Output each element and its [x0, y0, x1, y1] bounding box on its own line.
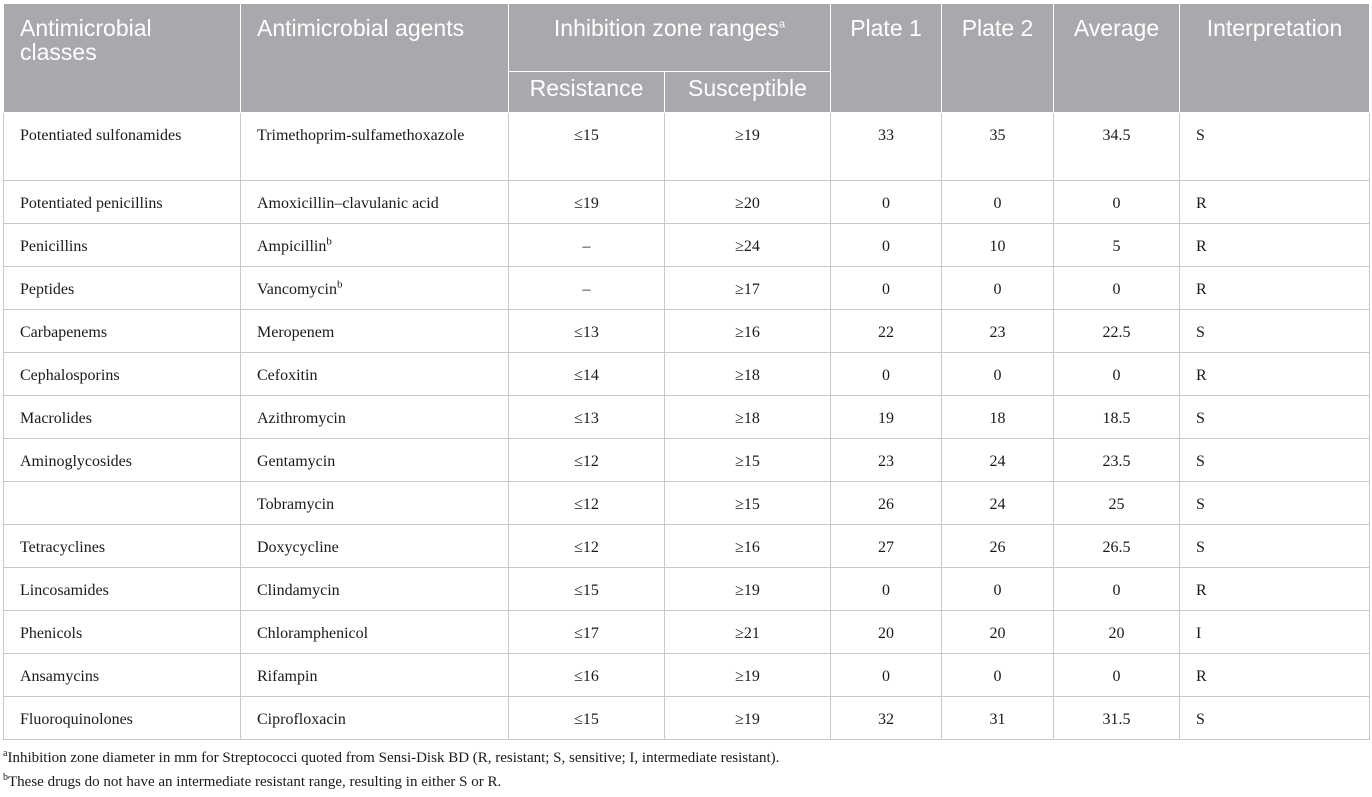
- average-cell: [1054, 396, 1180, 439]
- average-cell: [1054, 697, 1180, 740]
- susceptible-cell-text: ≥18: [735, 410, 760, 427]
- agent-cell: [241, 224, 509, 267]
- resistance-cell: [509, 181, 665, 224]
- susceptible-cell: [665, 654, 831, 697]
- susceptible-cell: [665, 353, 831, 396]
- plate1-cell: [831, 482, 942, 525]
- interpretation-cell: [1180, 482, 1370, 525]
- resistance-cell: [509, 113, 665, 181]
- table-row: [4, 568, 1370, 611]
- footnote-text: Inhibition zone diameter in mm for Streptococci quoted from Sensi-Disk BD (R, resistant; S, sensitive; I, intermediate resistant).: [7, 750, 780, 766]
- average-cell-text: 0: [1112, 367, 1121, 384]
- class-cell: [4, 396, 241, 439]
- susceptible-cell: [665, 482, 831, 525]
- header-resistance: Resistance: [509, 72, 665, 113]
- interpretation-cell: [1180, 611, 1370, 654]
- class-cell-text: Penicillins: [20, 238, 88, 255]
- plate1-cell: [831, 224, 942, 267]
- header-plate1: Plate 1: [831, 4, 942, 113]
- average-cell-text: 0: [1112, 281, 1121, 298]
- resistance-cell-text: ≤15: [574, 127, 599, 144]
- plate1-cell-text: 0: [882, 668, 890, 685]
- average-cell-text: 34.5: [1102, 127, 1131, 144]
- resistance-cell-text: ≤12: [574, 496, 599, 513]
- footnote: [3, 770, 1369, 794]
- susceptible-cell-text: ≥15: [735, 453, 760, 470]
- plate1-cell: [831, 310, 942, 353]
- susceptible-cell: [665, 697, 831, 740]
- table-row: [4, 611, 1370, 654]
- agent-cell: [241, 611, 509, 654]
- plate2-cell: [942, 697, 1054, 740]
- resistance-cell: [509, 396, 665, 439]
- plate2-cell: [942, 525, 1054, 568]
- resistance-cell: [509, 654, 665, 697]
- plate1-cell-text: 23: [878, 453, 894, 470]
- table-row: [4, 482, 1370, 525]
- agent-cell: [241, 181, 509, 224]
- average-cell: [1054, 181, 1180, 224]
- plate1-cell-text: 0: [882, 281, 890, 298]
- interpretation-cell: [1180, 224, 1370, 267]
- footnotes: [3, 746, 1369, 794]
- header-zone-ranges: [509, 4, 831, 72]
- plate2-cell: [942, 654, 1054, 697]
- class-cell-text: Aminoglycosides: [20, 453, 132, 470]
- resistance-cell: [509, 439, 665, 482]
- average-cell: [1054, 224, 1180, 267]
- average-cell-text: 25: [1108, 496, 1125, 513]
- plate2-cell: [942, 224, 1054, 267]
- average-cell: [1054, 525, 1180, 568]
- plate1-cell: [831, 654, 942, 697]
- interpretation-cell-text: R: [1196, 195, 1207, 212]
- plate1-cell: [831, 267, 942, 310]
- interpretation-cell: [1180, 113, 1370, 181]
- table-body: [4, 113, 1370, 740]
- plate1-cell-text: 0: [882, 195, 890, 212]
- susceptible-cell: [665, 310, 831, 353]
- class-cell: [4, 611, 241, 654]
- table-row: [4, 224, 1370, 267]
- header-plate2: Plate 2: [942, 4, 1054, 113]
- average-cell: [1054, 568, 1180, 611]
- agent-cell: [241, 654, 509, 697]
- interpretation-cell-text: R: [1196, 582, 1207, 599]
- agent-cell: [241, 697, 509, 740]
- susceptible-cell-text: ≥19: [735, 668, 760, 685]
- class-cell: [4, 439, 241, 482]
- agent-cell-text: Chloramphenicol: [257, 625, 369, 642]
- interpretation-cell-text: I: [1196, 625, 1202, 642]
- plate1-cell: [831, 568, 942, 611]
- agent-cell: [241, 396, 509, 439]
- agent-cell-text: Meropenem: [257, 324, 335, 341]
- resistance-cell-text: ≤19: [574, 195, 599, 212]
- class-cell: [4, 568, 241, 611]
- plate1-cell: [831, 113, 942, 181]
- agent-cell-text: Azithromycin: [257, 410, 346, 427]
- susceptible-cell-text: ≥18: [735, 367, 760, 384]
- susceptible-cell: [665, 439, 831, 482]
- plate1-cell: [831, 181, 942, 224]
- susceptible-cell-text: ≥24: [735, 238, 760, 255]
- class-cell-text: Fluoroquinolones: [20, 711, 133, 728]
- agent-cell: [241, 439, 509, 482]
- resistance-cell-text: –: [582, 281, 591, 298]
- resistance-cell: [509, 525, 665, 568]
- plate2-cell-text: 10: [989, 238, 1006, 255]
- header-average: Average: [1054, 4, 1180, 113]
- average-cell-text: 22.5: [1102, 324, 1131, 341]
- class-cell: [4, 267, 241, 310]
- interpretation-cell: [1180, 439, 1370, 482]
- average-cell-text: 18.5: [1102, 410, 1131, 427]
- plate2-cell: [942, 267, 1054, 310]
- resistance-cell-text: –: [582, 238, 591, 255]
- plate1-cell-text: 26: [878, 496, 894, 513]
- average-cell: [1054, 353, 1180, 396]
- table-row: [4, 439, 1370, 482]
- plate2-cell-text: 35: [989, 127, 1006, 144]
- interpretation-cell-text: R: [1196, 367, 1207, 384]
- plate1-cell-text: 33: [878, 127, 894, 144]
- plate1-cell: [831, 611, 942, 654]
- susceptible-cell: [665, 224, 831, 267]
- footnote-mark: a: [778, 18, 786, 31]
- plate2-cell: [942, 611, 1054, 654]
- interpretation-cell-text: S: [1196, 453, 1205, 470]
- susceptibility-table: [3, 3, 1370, 740]
- table-row: [4, 697, 1370, 740]
- resistance-cell: [509, 482, 665, 525]
- average-cell-text: 26.5: [1102, 539, 1131, 556]
- interpretation-cell: [1180, 353, 1370, 396]
- agent-cell-text: Ciprofloxacin: [257, 711, 346, 728]
- interpretation-cell-text: R: [1196, 668, 1207, 685]
- plate1-cell: [831, 439, 942, 482]
- average-cell-text: 20: [1108, 625, 1125, 642]
- plate2-cell-text: 0: [993, 367, 1002, 384]
- resistance-cell: [509, 697, 665, 740]
- susceptible-cell-text: ≥17: [735, 281, 760, 298]
- header-interpretation: Interpretation: [1180, 4, 1370, 113]
- plate1-cell-text: 20: [878, 625, 894, 642]
- plate2-cell-text: 0: [993, 668, 1002, 685]
- interpretation-cell: [1180, 396, 1370, 439]
- table-row: [4, 113, 1370, 181]
- resistance-cell-text: ≤12: [574, 453, 599, 470]
- resistance-cell-text: ≤14: [574, 367, 599, 384]
- average-cell-text: 0: [1112, 582, 1121, 599]
- average-cell-text: 0: [1112, 195, 1121, 212]
- resistance-cell: [509, 310, 665, 353]
- susceptible-cell: [665, 611, 831, 654]
- resistance-cell: [509, 611, 665, 654]
- footnote-mark: b: [336, 278, 343, 291]
- class-cell: [4, 353, 241, 396]
- interpretation-cell-text: S: [1196, 711, 1205, 728]
- plate2-cell: [942, 181, 1054, 224]
- table-row: [4, 525, 1370, 568]
- class-cell: [4, 181, 241, 224]
- susceptible-cell-text: ≥15: [735, 496, 760, 513]
- resistance-cell: [509, 224, 665, 267]
- resistance-cell-text: ≤12: [574, 539, 599, 556]
- class-cell-text: Tetracyclines: [20, 539, 106, 556]
- plate1-cell: [831, 525, 942, 568]
- susceptible-cell-text: ≥19: [735, 711, 760, 728]
- average-cell: [1054, 310, 1180, 353]
- average-cell: [1054, 482, 1180, 525]
- plate2-cell-text: 20: [989, 625, 1006, 642]
- plate1-cell-text: 0: [882, 582, 890, 599]
- header-zone-ranges-label: Inhibition zone ranges: [553, 15, 779, 41]
- plate2-cell-text: 18: [989, 410, 1006, 427]
- table-row: [4, 267, 1370, 310]
- interpretation-cell: [1180, 654, 1370, 697]
- interpretation-cell-text: S: [1196, 539, 1205, 556]
- agent-cell-text: Gentamycin: [257, 453, 336, 470]
- resistance-cell-text: ≤15: [574, 582, 599, 599]
- table-row: [4, 396, 1370, 439]
- resistance-cell-text: ≤13: [574, 410, 599, 427]
- interpretation-cell: [1180, 697, 1370, 740]
- plate1-cell: [831, 697, 942, 740]
- susceptible-cell-text: ≥16: [735, 539, 760, 556]
- plate2-cell: [942, 396, 1054, 439]
- plate1-cell-text: 27: [878, 539, 894, 556]
- agent-cell-text: Clindamycin: [257, 582, 340, 599]
- plate2-cell: [942, 568, 1054, 611]
- agent-cell-text: Rifampin: [257, 668, 318, 685]
- plate1-cell-text: 19: [878, 410, 894, 427]
- plate1-cell-text: 0: [882, 367, 890, 384]
- plate1-cell-text: 32: [878, 711, 894, 728]
- average-cell: [1054, 439, 1180, 482]
- interpretation-cell-text: S: [1196, 127, 1205, 144]
- class-cell: [4, 482, 241, 525]
- resistance-cell-text: ≤16: [574, 668, 599, 685]
- susceptible-cell: [665, 568, 831, 611]
- plate2-cell: [942, 353, 1054, 396]
- class-cell-text: Cephalosporins: [20, 367, 120, 384]
- class-cell-text: Potentiated penicillins: [20, 195, 163, 212]
- susceptible-cell-text: ≥16: [735, 324, 760, 341]
- susceptible-cell-text: ≥21: [735, 625, 760, 642]
- resistance-cell: [509, 568, 665, 611]
- average-cell-text: 31.5: [1102, 711, 1131, 728]
- header-agents: Antimicrobial agents: [241, 4, 509, 113]
- table-row: [4, 181, 1370, 224]
- footnote-mark: b: [326, 235, 332, 248]
- interpretation-cell-text: S: [1196, 324, 1205, 341]
- average-cell-text: 23.5: [1102, 453, 1131, 470]
- class-cell: [4, 113, 241, 181]
- class-cell-text: Macrolides: [20, 410, 92, 427]
- average-cell-text: 5: [1112, 238, 1121, 255]
- class-cell: [4, 224, 241, 267]
- average-cell: [1054, 611, 1180, 654]
- susceptible-cell: [665, 396, 831, 439]
- class-cell-text: Carbapenems: [20, 324, 108, 341]
- susceptible-cell: [665, 113, 831, 181]
- class-cell-text: Phenicols: [20, 625, 83, 642]
- class-cell: [4, 697, 241, 740]
- agent-cell-text: Amoxicillin–clavulanic acid: [257, 195, 439, 212]
- interpretation-cell: [1180, 181, 1370, 224]
- plate2-cell-text: 26: [989, 539, 1006, 556]
- agent-cell: [241, 267, 509, 310]
- plate2-cell-text: 0: [993, 281, 1002, 298]
- table-container: [3, 3, 1369, 794]
- agent-cell: [241, 482, 509, 525]
- susceptible-cell: [665, 267, 831, 310]
- class-cell: [4, 525, 241, 568]
- footnote: [3, 746, 1369, 770]
- table-row: [4, 310, 1370, 353]
- table-header: [4, 4, 1370, 113]
- plate2-cell: [942, 482, 1054, 525]
- plate1-cell: [831, 396, 942, 439]
- class-cell-text: Peptides: [20, 281, 75, 298]
- plate2-cell-text: 23: [989, 324, 1006, 341]
- interpretation-cell: [1180, 568, 1370, 611]
- agent-cell: [241, 310, 509, 353]
- agent-cell: [241, 525, 509, 568]
- agent-cell: [241, 353, 509, 396]
- agent-cell-text: Doxycycline: [257, 539, 339, 556]
- susceptible-cell-text: ≥19: [735, 127, 760, 144]
- plate2-cell: [942, 310, 1054, 353]
- plate1-cell-text: 22: [878, 324, 894, 341]
- plate2-cell: [942, 113, 1054, 181]
- plate1-cell-text: 0: [882, 238, 890, 255]
- interpretation-cell-text: S: [1196, 496, 1205, 513]
- class-cell: [4, 654, 241, 697]
- plate1-cell: [831, 353, 942, 396]
- table-row: [4, 654, 1370, 697]
- interpretation-cell-text: R: [1196, 281, 1207, 298]
- susceptible-cell-text: ≥20: [735, 195, 760, 212]
- resistance-cell: [509, 267, 665, 310]
- susceptible-cell-text: ≥19: [735, 582, 760, 599]
- plate2-cell-text: 0: [993, 582, 1002, 599]
- plate2-cell-text: 24: [989, 496, 1006, 513]
- susceptible-cell: [665, 525, 831, 568]
- agent-cell: [241, 568, 509, 611]
- footnote-mark: a: [3, 748, 8, 759]
- plate2-cell-text: 0: [993, 195, 1002, 212]
- agent-cell-text: Vancomycin: [257, 281, 337, 298]
- table-row: [4, 353, 1370, 396]
- interpretation-cell: [1180, 525, 1370, 568]
- footnote-mark: b: [3, 772, 8, 783]
- interpretation-cell: [1180, 267, 1370, 310]
- interpretation-cell-text: R: [1196, 238, 1207, 255]
- plate2-cell-text: 31: [989, 711, 1006, 728]
- plate2-cell: [942, 439, 1054, 482]
- interpretation-cell-text: S: [1196, 410, 1205, 427]
- class-cell-text: Lincosamides: [20, 582, 109, 599]
- interpretation-cell: [1180, 310, 1370, 353]
- agent-cell-text: Trimethoprim-sulfamethoxazole: [257, 127, 465, 144]
- class-cell-text: Ansamycins: [20, 668, 100, 685]
- header-susceptible: Susceptible: [665, 72, 831, 113]
- resistance-cell-text: ≤17: [574, 625, 599, 642]
- class-cell-text: Potentiated sulfonamides: [20, 127, 182, 144]
- average-cell: [1054, 654, 1180, 697]
- average-cell: [1054, 267, 1180, 310]
- class-cell: [4, 310, 241, 353]
- footnote-text: These drugs do not have an intermediate resistant range, resulting in either S or R.: [8, 774, 502, 790]
- average-cell-text: 0: [1112, 668, 1121, 685]
- header-classes: Antimicrobial classes: [4, 4, 241, 113]
- resistance-cell-text: ≤13: [574, 324, 599, 341]
- agent-cell-text: Cefoxitin: [257, 367, 318, 384]
- resistance-cell: [509, 353, 665, 396]
- agent-cell-text: Ampicillin: [257, 238, 327, 255]
- susceptible-cell: [665, 181, 831, 224]
- agent-cell: [241, 113, 509, 181]
- resistance-cell-text: ≤15: [574, 711, 599, 728]
- plate2-cell-text: 24: [989, 453, 1006, 470]
- average-cell: [1054, 113, 1180, 181]
- agent-cell-text: Tobramycin: [257, 496, 335, 513]
